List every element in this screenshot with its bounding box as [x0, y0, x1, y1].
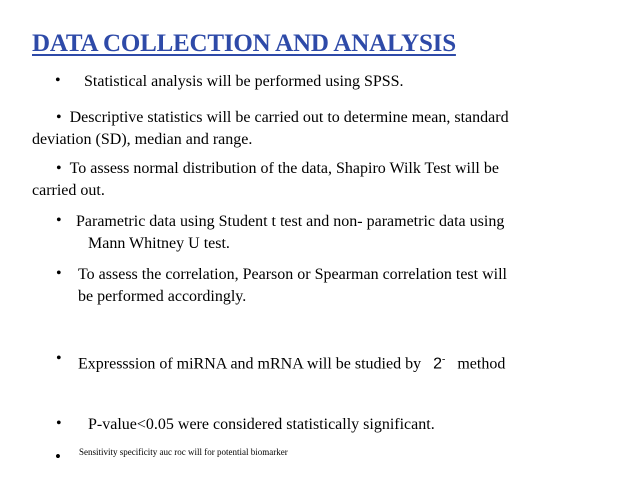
correlation-line-1: To assess the correlation, Pearson or Spearman correlation test will	[78, 266, 507, 283]
bullet-marker: •	[55, 447, 61, 466]
bullet-sensitivity: Sensitivity specificity auc roc will for potential biomarker	[79, 447, 288, 457]
bullet-spss: Statistical analysis will be performed using SPSS.	[84, 73, 404, 90]
bullet-marker: •	[56, 350, 62, 367]
bullet-marker: •	[56, 109, 62, 126]
tests-line-2: Mann Whitney U test.	[88, 235, 230, 252]
expression-text: Expresssion of miRNA and mRNA will be studied by	[78, 355, 422, 373]
expression-method: method	[457, 355, 506, 373]
tests-line-1: Parametric data using Student t test and non- parametric data using	[76, 213, 505, 230]
descriptive-line-1: Descriptive statistics will be carried out to determine mean, standard	[69, 109, 509, 126]
bullet-expression	[78, 349, 505, 374]
expression-superscript: -	[442, 354, 446, 365]
normality-line-1: To assess normal distribution of the data, Shapiro Wilk Test will be	[69, 160, 499, 177]
bullet-marker: •	[56, 265, 62, 282]
descriptive-line-2: deviation (SD), median and range.	[32, 131, 253, 148]
bullet-normality	[32, 158, 499, 202]
bullet-marker: •	[56, 160, 62, 177]
correlation-line-2: be performed accordingly.	[78, 288, 247, 305]
bullet-descriptive	[32, 107, 509, 151]
bullet-marker: •	[56, 212, 62, 229]
expression-two: 2	[433, 355, 443, 373]
slide-title: DATA COLLECTION AND ANALYSIS	[32, 30, 456, 57]
bullet-marker: •	[55, 72, 61, 89]
bullet-marker: •	[56, 415, 62, 432]
normality-line-2: carried out.	[32, 182, 105, 199]
bullet-pvalue: P-value<0.05 were considered statistically significant.	[88, 416, 435, 433]
